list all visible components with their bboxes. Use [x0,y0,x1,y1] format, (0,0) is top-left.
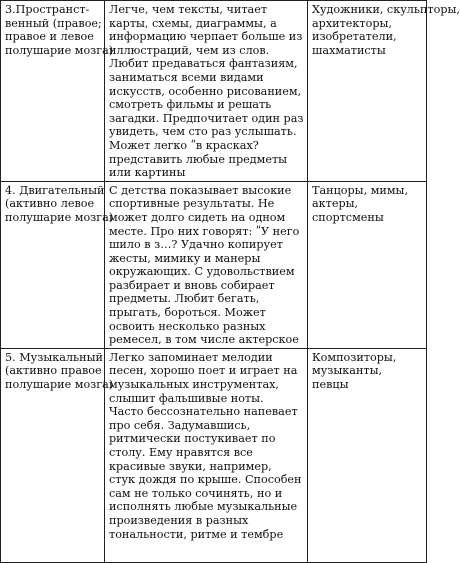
text-line: прыгать, бороться. Может [109,306,266,320]
table-row [1,181,427,348]
text-line: актеры, [312,197,359,211]
text-line: информацию черпает больше из [109,30,303,44]
text-line: полушарие мозга) [5,210,114,224]
text-line: жесты, мимику и манеры [109,251,261,265]
text-line: 3.Пространст- [5,3,90,16]
table-row [1,348,427,562]
text-line: ритмически постукивает по [109,432,276,446]
text-line: окружающих. С удовольствием [109,265,295,279]
text-line: смотреть фильмы и решать [109,98,272,112]
text-line: столу. Ему нравятся все [109,446,253,459]
text-line: песен, хорошо поет и играет на [109,364,298,378]
text-line: Может легко ʺв красках? [109,138,259,152]
text-line: стук дождя по крыше. Способен [109,473,302,487]
text-line: ремесел, в том числе актерское [109,333,299,347]
text-line: или картины [109,166,186,180]
description-cell [105,348,308,562]
text-line: карты, схемы, диаграммы, а [109,16,277,30]
text-line: полушарие мозга) [5,43,114,57]
table-row [1,1,427,182]
text-line: красивые звуки, например, [109,459,272,473]
text-line: Композиторы, [312,350,397,364]
text-line: месте. Про них говорят: ʺУ него [109,224,300,238]
text-line: Художники, скульпторы, [312,3,460,16]
text-line: Танцоры, мимы, [312,183,409,197]
type-cell [1,181,114,348]
professions-cell [308,348,427,562]
text-line: шахматисты [312,43,386,57]
text-line: может долго сидеть на одном [109,210,286,224]
text-line: исполнять любые музыкальные [109,500,298,514]
professions-cell [308,181,427,348]
type-cell [1,1,114,182]
text-line: шило в з…? Удачно копирует [109,238,283,252]
description-cell [105,1,308,182]
text-line: загадки. Предпочитает один раз [109,111,304,125]
text-line: музыканты, [312,364,383,378]
text-line: заниматься всеми видами [109,70,264,84]
text-line: предметы. Любит бегать, [109,292,260,306]
description-cell [105,181,308,348]
text-line: иллюстраций, чем из слов. [109,43,270,57]
text-line: музыкальных инструментах, [109,378,279,392]
text-line: певцы [312,378,349,392]
text-line: Часто бессознательно напевает [109,405,298,419]
text-line: Легче, чем тексты, читает [109,3,268,16]
text-line: представить любые предметы [109,152,288,166]
text-line: разбирает и вновь собирает [109,278,275,292]
text-line: спортсмены [312,210,384,224]
text-line: произведения в разных [109,513,249,527]
text-line: (активно правое [5,364,102,378]
text-line: 4. Двигательный [5,183,105,197]
text-line: правое и левое [5,30,94,44]
text-line: венный (правое; [5,16,102,30]
text-line: искусств, особенно рисованием, [109,84,302,98]
text-line: спортивные результаты. Не [109,197,275,211]
text-line: тональности, ритме и тембре [109,527,284,541]
type-cell [1,348,114,562]
text-line: про себя. Задумавшись, [109,418,251,432]
text-line: увидеть, чем сто раз услышать. [109,125,297,139]
professions-cell [308,1,460,182]
text-line: изобретатели, [312,30,397,44]
text-line: Любит предаваться фантазиям, [109,57,298,71]
text-line: слышит фальшивые ноты. [109,391,264,405]
text-line: архитекторы, [312,16,392,30]
text-line: полушарие мозга) [5,378,114,392]
text-line: С детства показывает высокие [109,183,292,197]
text-line: сам не только сочинять, но и [109,486,283,500]
text-line: (активно левое [5,197,95,211]
text-line: освоить несколько разных [109,319,266,333]
text-line: Легко запоминает мелодии [109,350,273,364]
text-line: 5. Музыкальный [5,350,103,364]
